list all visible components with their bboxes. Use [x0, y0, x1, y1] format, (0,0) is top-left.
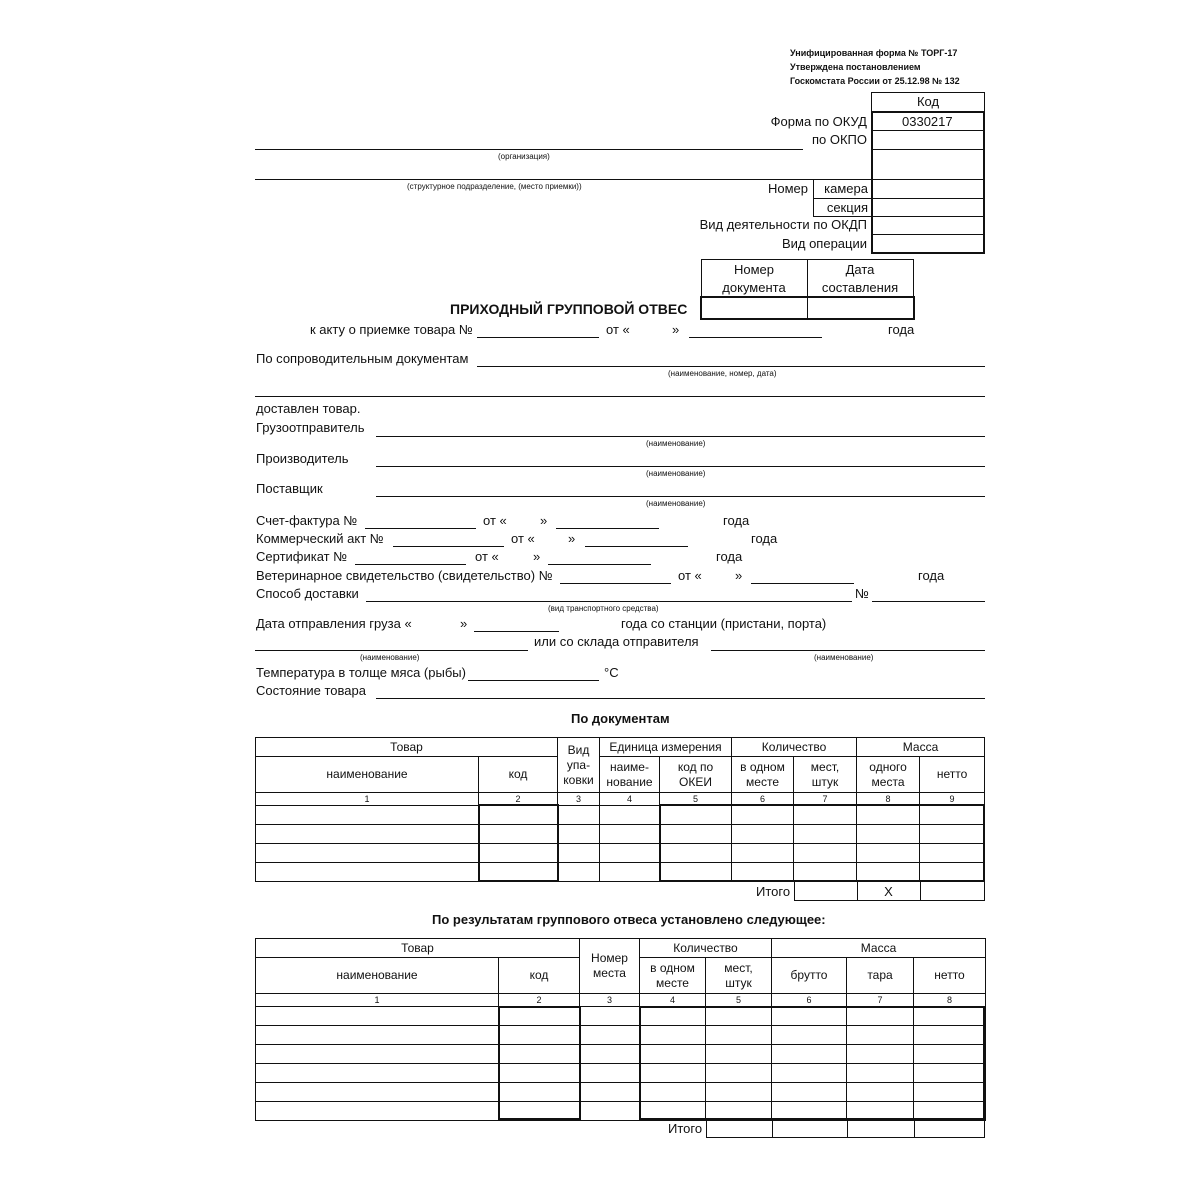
t2-header-mass: Масса: [772, 939, 986, 958]
t2-mest-line1: мест,: [724, 960, 753, 975]
codes-sep-6: [873, 234, 983, 235]
t1-cell[interactable]: [600, 806, 660, 825]
docbox-number-label-1: Номер: [733, 262, 774, 277]
soprovod-label: По сопроводительным документам: [256, 351, 469, 366]
veter-number-line[interactable]: [560, 583, 671, 584]
t1-vid-line1: Вид: [567, 742, 590, 757]
veter-date-line[interactable]: [751, 583, 854, 584]
t1-thick-code: [478, 804, 559, 882]
t2-header-one-place: [640, 958, 706, 994]
t1-cell[interactable]: [256, 863, 479, 882]
t1-cell[interactable]: [558, 844, 600, 863]
codes-sep-3: [873, 179, 983, 180]
veter-close-quote: »: [735, 568, 743, 583]
t1-okei-line2: ОКЕИ: [679, 774, 712, 789]
t1-header-one-place: [732, 757, 794, 793]
sposob-label: Способ доставки: [256, 586, 359, 601]
okpo-label: по ОКПО: [811, 132, 867, 147]
t2-itogo-div3: [914, 1118, 915, 1138]
kamera-sep: [813, 198, 872, 199]
t2-cell[interactable]: [580, 1083, 640, 1102]
sklad-line[interactable]: [711, 650, 985, 651]
schet-number-line[interactable]: [365, 528, 476, 529]
t1-itogo-label: Итого: [756, 884, 791, 899]
t2-one-line2: месте: [656, 975, 689, 990]
postavshik-line[interactable]: [376, 496, 985, 497]
sklad-caption: (наименование): [814, 653, 874, 662]
t2-cell[interactable]: [580, 1007, 640, 1026]
codes-sep-4: [873, 198, 983, 199]
schet-label: Счет-фактура №: [256, 513, 358, 528]
okud-value: 0330217: [902, 114, 953, 129]
t1-header-netto: нетто: [920, 757, 985, 793]
sostoyanie-line[interactable]: [376, 698, 985, 699]
t1-cell[interactable]: [600, 863, 660, 882]
sposob-number-line[interactable]: [872, 601, 985, 602]
t1-num-3: 3: [558, 793, 600, 806]
division-caption: (структурное подразделение, (место приемки)): [407, 182, 582, 191]
t1-num-4: 4: [600, 793, 660, 806]
sertif-number-line[interactable]: [355, 564, 466, 565]
codes-sep-1: [873, 130, 983, 131]
t1-num-7: 7: [794, 793, 857, 806]
sostoyanie-label: Состояние товара: [256, 683, 366, 698]
so-sklada-label: или со склада отправителя: [534, 634, 699, 649]
t2-cell[interactable]: [256, 1007, 499, 1026]
t1-header-qty: Количество: [732, 738, 857, 757]
akt-close-quote: »: [672, 322, 680, 337]
t1-num-8: 8: [857, 793, 920, 806]
t1-cell[interactable]: [256, 844, 479, 863]
postavshik-caption: (наименование): [646, 499, 706, 508]
sertif-goda: года: [716, 549, 743, 564]
veter-goda: года: [918, 568, 945, 583]
so-stantsii-label: года со станции (пристани, порта): [621, 616, 827, 631]
t1-num-1: 1: [256, 793, 479, 806]
t2-header-tara: тара: [847, 958, 914, 994]
stantsiya-line[interactable]: [255, 650, 528, 651]
t1-vid-line2: упа-: [566, 757, 591, 772]
t2-cell[interactable]: [580, 1045, 640, 1064]
t2-num-1: 1: [256, 994, 499, 1007]
veter-ot: от «: [678, 568, 702, 583]
t1-header-unit: Единица измерения: [600, 738, 732, 757]
sektsiya-label: секция: [826, 200, 868, 215]
t2-nomer-line1: Номер: [591, 951, 628, 965]
t1-num-9: 9: [920, 793, 985, 806]
division-line[interactable]: [255, 179, 867, 180]
t2-itogo-cells[interactable]: [706, 1118, 985, 1138]
sertif-close-quote: »: [533, 549, 541, 564]
t1-header-places: [794, 757, 857, 793]
t1-header-name: наименование: [256, 757, 479, 793]
t1-cell[interactable]: [558, 806, 600, 825]
table2-heading: По результатам группового отвеса установлено следующее:: [432, 912, 826, 927]
t1-cell[interactable]: [600, 825, 660, 844]
t2-thick-code: [498, 1006, 581, 1120]
t1-itogo-x: Х: [884, 884, 893, 899]
kommerch-ot: от «: [511, 531, 535, 546]
codes-header: Код: [916, 94, 940, 109]
soprovod-caption: (наименование, номер, дата): [668, 369, 777, 378]
nomer-label: Номер: [767, 181, 808, 196]
temp-label: Температура в толще мяса (рыбы): [256, 665, 466, 680]
t1-okei-line1: код по: [677, 759, 714, 774]
t1-uname-line2: нование: [606, 774, 653, 789]
t1-num-5: 5: [660, 793, 732, 806]
t2-one-line1: в одном: [650, 960, 695, 975]
t2-cell[interactable]: [580, 1102, 640, 1121]
t1-cell[interactable]: [558, 825, 600, 844]
gruzootpr-line[interactable]: [376, 436, 985, 437]
okud-label: Форма по ОКУД: [770, 114, 867, 129]
dostavlen-label: доставлен товар.: [256, 401, 361, 416]
akt-label: к акту о приемке товара №: [310, 322, 473, 337]
t1-mest-line2: штук: [811, 774, 839, 789]
veter-label: Ветеринарное свидетельство (свидетельство) №: [256, 568, 553, 583]
sposob-num-sign: №: [855, 586, 869, 601]
organization-caption: (организация): [498, 152, 550, 161]
t1-one-line1: в одном: [740, 759, 785, 774]
t2-num-4: 4: [640, 994, 706, 1007]
codes-sep-5: [873, 216, 983, 217]
t2-cell[interactable]: [256, 1045, 499, 1064]
akt-number-line[interactable]: [477, 337, 599, 338]
data-otpr-line[interactable]: [474, 631, 559, 632]
t1-cell[interactable]: [600, 844, 660, 863]
t2-cell[interactable]: [256, 1102, 499, 1121]
kommerch-label: Коммерческий акт №: [256, 531, 384, 546]
temp-degree: °С: [604, 665, 619, 680]
organization-line[interactable]: [255, 149, 803, 150]
schet-goda: года: [723, 513, 750, 528]
akt-ot: от «: [606, 322, 630, 337]
docbox-date-label-2: составления: [821, 280, 899, 295]
document-title: ПРИХОДНЫЙ ГРУППОВОЙ ОТВЕС: [450, 301, 688, 317]
t1-header-vid: [558, 738, 600, 793]
t2-header-nomer: [580, 939, 640, 994]
t1-header-okei: [660, 757, 732, 793]
soprovod-line-2[interactable]: [255, 396, 985, 397]
t2-itogo-label: Итого: [668, 1121, 703, 1136]
operation-label: Вид операции: [781, 236, 867, 251]
t1-header-mass: Масса: [857, 738, 985, 757]
t2-num-2: 2: [499, 994, 580, 1007]
t1-mest-line1: мест,: [810, 759, 840, 774]
t2-header-netto: нетто: [914, 958, 986, 994]
t2-header-brutto: брутто: [772, 958, 847, 994]
t2-cell[interactable]: [256, 1026, 499, 1045]
t1-num-6: 6: [732, 793, 794, 806]
t2-header-code: код: [499, 958, 580, 994]
docbox-values-divider: [807, 298, 808, 318]
t2-cell[interactable]: [580, 1026, 640, 1045]
soprovod-line[interactable]: [477, 366, 985, 367]
t1-thick-right: [659, 804, 985, 882]
t2-itogo-div2: [847, 1118, 848, 1138]
proizv-caption: (наименование): [646, 469, 706, 478]
data-otpr-label: Дата отправления груза «: [256, 616, 412, 631]
schet-close-quote: »: [540, 513, 548, 528]
kommerch-date-line[interactable]: [585, 546, 688, 547]
t2-num-5: 5: [706, 994, 772, 1007]
t1-itogo-div2: [920, 881, 921, 901]
t2-thick-right: [639, 1006, 985, 1120]
postavshik-label: Поставщик: [256, 481, 323, 496]
t1-odn-line1: одного: [869, 759, 907, 774]
t1-header-code: код: [479, 757, 558, 793]
form-decree: Госкомстата России от 25.12.98 № 132: [790, 76, 960, 86]
t2-cell[interactable]: [256, 1083, 499, 1102]
temp-line[interactable]: [468, 680, 599, 681]
sertif-date-line[interactable]: [548, 564, 651, 565]
gruzootpr-caption: (наименование): [646, 439, 706, 448]
t2-num-3: 3: [580, 994, 640, 1007]
t1-uname-line1: наиме-: [610, 759, 649, 774]
t1-header-one-mass: [857, 757, 920, 793]
t1-cell[interactable]: [256, 825, 479, 844]
t2-cell[interactable]: [580, 1064, 640, 1083]
stantsiya-caption: (наименование): [360, 653, 420, 662]
schet-date-line[interactable]: [556, 528, 659, 529]
form-id: Унифицированная форма № ТОРГ-17: [790, 48, 958, 58]
sposob-caption: (вид транспортного средства): [548, 604, 659, 613]
codes-sep-2: [873, 149, 983, 150]
t1-one-line2: месте: [746, 774, 779, 789]
data-otpr-close-quote: »: [460, 616, 468, 631]
gruzootpr-label: Грузоотправитель: [256, 420, 365, 435]
akt-goda: года: [888, 322, 915, 337]
kommerch-goda: года: [751, 531, 778, 546]
okdp-label: Вид деятельности по ОКДП: [699, 217, 867, 232]
docbox-date-label-1: Дата: [845, 262, 875, 277]
t1-cell[interactable]: [256, 806, 479, 825]
schet-ot: от «: [483, 513, 507, 528]
form-approval: Утверждена постановлением: [790, 62, 921, 72]
t2-mest-line2: штук: [725, 975, 752, 990]
akt-date-line[interactable]: [689, 337, 822, 338]
sertif-label: Сертификат №: [256, 549, 348, 564]
t2-header-tovar: Товар: [256, 939, 580, 958]
t2-nomer-line2: места: [593, 966, 626, 980]
t2-cell[interactable]: [256, 1064, 499, 1083]
t1-num-2: 2: [479, 793, 558, 806]
sertif-ot: от «: [475, 549, 499, 564]
table1-heading: По документам: [571, 711, 670, 726]
t2-num-8: 8: [914, 994, 986, 1007]
t2-num-6: 6: [772, 994, 847, 1007]
proizv-label: Производитель: [256, 451, 349, 466]
t1-cell[interactable]: [558, 863, 600, 882]
t1-vid-line3: ковки: [563, 772, 594, 787]
kommerch-close-quote: »: [568, 531, 576, 546]
t2-header-name: наименование: [256, 958, 499, 994]
t2-itogo-div1: [772, 1118, 773, 1138]
t2-header-places: [706, 958, 772, 994]
kamera-label: камера: [824, 181, 868, 196]
kommerch-number-line[interactable]: [393, 546, 504, 547]
t1-header-uname: [600, 757, 660, 793]
docbox-number-label-2: документа: [722, 280, 786, 295]
codes-box: [871, 111, 985, 254]
sposob-line[interactable]: [366, 601, 852, 602]
t1-header-tovar: Товар: [256, 738, 558, 757]
t2-num-7: 7: [847, 994, 914, 1007]
proizv-line[interactable]: [376, 466, 985, 467]
t2-header-qty: Количество: [640, 939, 772, 958]
t1-odn-line2: места: [871, 774, 905, 789]
